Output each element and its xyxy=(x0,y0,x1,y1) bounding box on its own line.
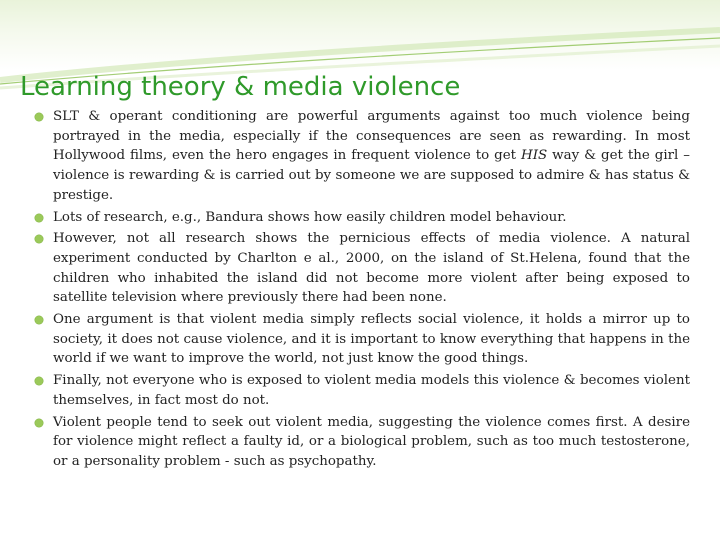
bullet-item xyxy=(36,107,690,206)
bullet-item xyxy=(36,208,690,228)
bullet-item xyxy=(36,371,690,410)
bullet-dot-icon xyxy=(35,235,43,243)
bullet-text-continued: way & get the girl – violence is rewarding & is carried out by someone we are supposed to admire & has status & prestige. xyxy=(53,148,691,203)
bullet-text: Violent people tend to seek out violent media, suggesting the violence comes first. A desire for violence might reflect a faulty id, or a biological problem, such as too much testosterone, or a personality problem - such as psychopathy. xyxy=(53,414,690,469)
bullet-dot-icon xyxy=(35,113,43,121)
bullet-item xyxy=(36,310,690,369)
bullet-text: SLT & operant conditioning are powerful arguments against too much violence being portrayed in the media, especially if the consequences are seen as rewarding. In most Hollywood films, even the hero engages in frequent violence to get xyxy=(53,109,690,164)
bullet-text: However, not all research shows the pernicious effects of media violence. A natural experiment conducted by Charlton e al., 2000, on the island of St.Helena, found that the children who inhabited the island did not become more violent after being exposed to satellite television where previously there had been none. xyxy=(53,231,690,306)
bullet-text: Finally, not everyone who is exposed to violent media models this violence & becomes violent themselves, in fact most do not. xyxy=(53,373,690,408)
bullet-text: One argument is that violent media simply reflects social violence, it holds a mirror up to society, it does not cause violence, and it is important to know everything that happens in the world if we want to improve the world, not just know the good things. xyxy=(53,312,690,367)
bullet-dot-icon xyxy=(35,419,43,427)
bullet-dot-icon xyxy=(35,377,43,385)
bullet-item xyxy=(36,229,690,308)
bullet-item xyxy=(36,413,690,472)
bullet-text: Lots of research, e.g., Bandura shows how easily children model behaviour. xyxy=(53,209,567,225)
slide-title: Learning theory & media violence xyxy=(20,72,461,102)
bullet-list xyxy=(36,107,690,474)
bullet-dot-icon xyxy=(35,214,43,222)
bullet-emphasis: HIS xyxy=(521,148,548,164)
bullet-dot-icon xyxy=(35,316,43,324)
